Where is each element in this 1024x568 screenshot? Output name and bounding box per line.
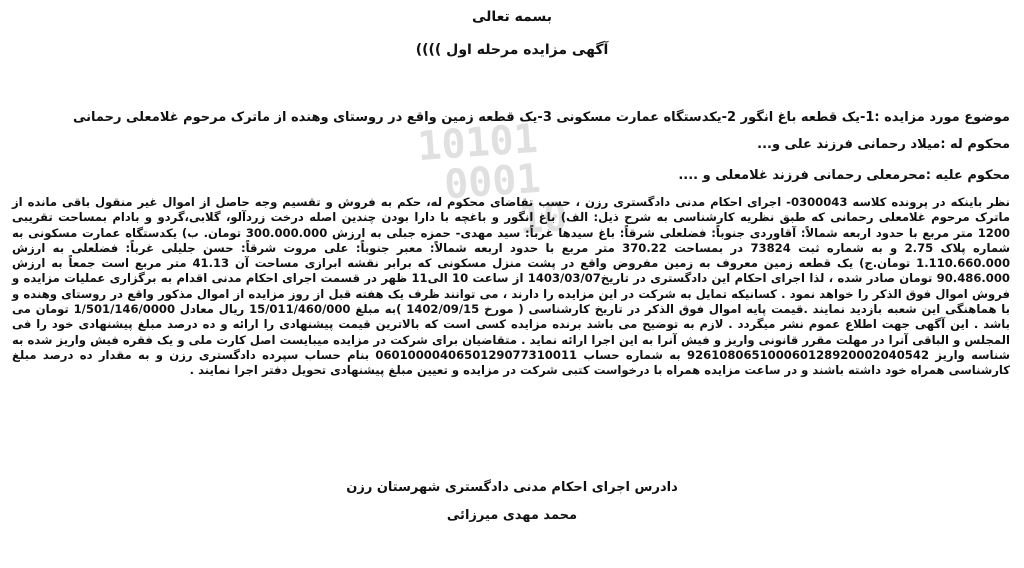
signature-name: محمد مهدی میرزائی <box>446 508 578 523</box>
notice-subheading: آگهی مزایده مرحله اول )))) <box>415 42 609 58</box>
background-watermark: 10101 0001 10 <box>415 115 569 250</box>
convicted-for: محکوم له :میلاد رحمانی فرزند علی و... <box>757 137 1010 152</box>
notice-heading: بسمه تعالی <box>471 9 553 25</box>
auction-subject: موضوع مورد مزایده :1-یک قطعه باغ انگور 2-یکدستگاه عمارت مسکونی 3-یک قطعه زمین واقع در روستای وهنده از ماترک مرحوم غلامعلی رحمانی <box>72 110 1010 125</box>
convicted-against: محکوم علیه :محرمعلی رحمانی فرزند غلامعلی و .... <box>678 168 1010 183</box>
notice-body: نظر باینکه در پرونده کلاسه 0300043- اجرای احکام مدنی دادگستری رزن ، حسب تقاضای محکوم له، حکم به فروش و تقسیم وجه حاصل از اموال غیر منقول باقی مانده از ماترک مرحوم غلامعلی رحمانی که طبق نظریه کارشناسی به شرح ذیل: الف) باغ انگور و باغچه با دارا بودن چندین اصله درخت زردآلو، گلابی،گردو و بادام بمساحت تقریبی 1200 متر مربع با حدود اربعه شمالاً: آقاوردی جنوباً: فضلعلی شرقاً: باغ سیدها غرباً: سید مهدی- حمزه جبلی به ارزش 300.000.000 تومان. ب) یکدستگاه عمارت مسکونی به شماره پلاک 2.75 و به شماره ثبت 73824 در بمساحت 370.22 متر مربع با حدود اربعه شمالاً: معبر جنوباً: علی مروت شرقاً: حسن جلیلی غرباً: فضلعلی به ارزش 1.110.660.000 تومان.ج) یک قطعه زمین معروف به زمین مفروض واقع در پشت منزل مسکونی که برابر نقشه ابرازی مساحت آن 41.13 متر مربع است جمعاً به ارزش 90.486.000 تومان صادر شده ، لذا اجرای احکام این دادگستری در تاریخ1403/03/07 از ساعت 10 الی11 ظهر در قسمت اجرای احکام مدنی اقدام به برگزاری عملیات مزایده و فروش اموال فوق الذکر را خواهد نمود . کسانیکه تمایل به شرکت در این مزایده را دارند ، می توانند ظرف یک هفته قبل از روز مزایده از اموال مذکور واقع در روستای وهنده و با هماهنگی این شعبه بازدید نمایند .قیمت پایه اموال فوق الذکر در تاریخ کارشناسی ( مورخ 1402/09/15 )به مبلغ 15/011/460/000 ریال معادل 1/501/146/0000 تومان می باشد . این آگهی جهت اطلاع عموم نشر میگردد . لازم به توضیح می باشد برنده مزایده کسی است که بالاترین قیمت پیشنهادی را ارائه و ده درصد مبلغ پیشنهادی خود را فی المجلس و الباقی آنرا در مهلت مقرر قانونی واریز و فیش آنرا به این اجرا ارائه نماید . متقاضیان برای شرکت در مزایده میبایست اصل کارت ملی و یک فقره فیش واریز شده به شناسه واریز 926108065100060128920002040542 به شماره حساب 0601000040650129077310011 بنام حساب سپرده دادگستری رزن و به مقدار ده درصد مبلغ کارشناسی همراه خود داشته باشند و در ساعت مزایده همراه با درخواست کتبی شرکت در مزایده و تعیین مبلغ پیشنهادی تحویل دفتر اجرا نمایند . <box>12 195 1011 378</box>
signature-office: دادرس اجرای احکام مدنی دادگستری شهرستان رزن <box>346 480 678 495</box>
